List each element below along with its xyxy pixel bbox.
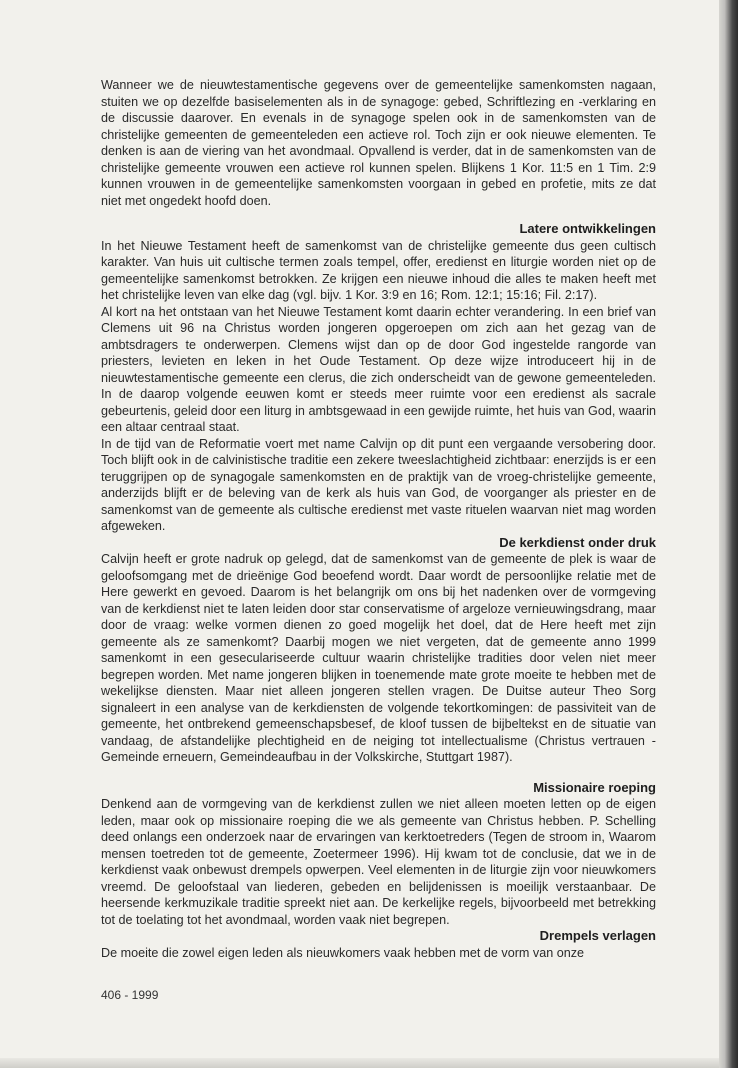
section-heading: Latere ontwikkelingen xyxy=(519,221,656,236)
body-paragraph: Calvijn heeft er grote nadruk op gelegd, dat de samenkomst van de gemeente de plek is waar de geloofsomgang met de drieënige God beoefend wordt. Daar wordt de persoonlijke relatie met de Here gewerkt en gevoed. Daarom is het belangrijk om ons bij het nadenken over de vormgeving van de kerkdienst niet te laten leiden door star conservatisme of argeloze vernieuwingsdrang, maar door de vraag: welke vormen dienen zo goed mogelijk het doel, dat de Here heeft met zijn gemeente als ze samenkomt? Daarbij mogen we niet vergeten, dat de gemeente anno 1999 samenkomt in een geseculariseerde cultuur waarin christelijke tradities door velen niet meer begrepen worden. Met name jongeren blijken in toenemende mate grote moeite te hebben met de wekelijkse diensten. Maar niet alleen jongeren stellen vragen. De Duitse auteur Theo Sorg signaleert in een analyse van de kerkdiensten de volgende tekortkomingen: de passiviteit van de gemeente, het ontbrekend gemeenschapsbesef, de kloof tussen de bijbeltekst en de situatie van vandaag, de afstandelijke plechtigheid en de neiging tot intellectualisme (Christus vertrauen - Gemeinde erneuern, Gemeindeaufbau in der Volkskirche, Stuttgart 1987). xyxy=(101,552,656,764)
body-paragraph: In het Nieuwe Testament heeft de samenkomst van de christelijke gemeente dus geen cultisch karakter. Van huis uit cultische termen zoals tempel, offer, eredienst en liturgie worden niet op de gemeentelijke samenkomst betrokken. Ze krijgen een nieuwe inhoud die alles te maken heeft met het christelijke leven van elke dag (vgl. bijv. 1 Kor. 3:9 en 16; Rom. 12:1; 15:16; Fil. 2:17). xyxy=(101,238,656,302)
body-paragraph: In de tijd van de Reformatie voert met name Calvijn op dit punt een vergaande versobering door. Toch blijft ook in de calvinistische traditie een zekere tweeslachtigheid zichtbaar: enerzijds is er een teruggrijpen op de synagogale samenkomsten en de praktijk van de vroeg-christelijke gemeente, anderzijds blijft er de beleving van de kerk als huis van God, de voorganger als priester en de samenkomst van de gemeente als cultische eredienst met vaste rituelen waarvan niet mag worden afgeweken. xyxy=(101,436,656,533)
intro-paragraph: Wanneer we de nieuwtestamentische gegevens over de gemeentelijke samenkomsten nagaan, stuiten we op dezelfde basiselementen als in de synagoge: gebed, Schriftlezing en -verklaring en de discussie daarover. En evenals in de synagoge spelen ook in de samenkomsten van de christelijke gemeenten de gemeenteleden een actieve rol. Toch zijn er ook nieuwe elementen. Te denken is aan de viering van het avondmaal. Opvallend is verder, dat in de samenkomsten van de christelijke gemeente vrouwen een actieve rol kunnen spelen. Blijkens 1 Kor. 11:5 en 1 Tim. 2:9 kunnen vrouwen in de gemeentelijke samenkomsten voorgaan in gebed en profetie, mits ze dat niet met ongedekt hoofd doen. xyxy=(101,78,656,208)
article-body xyxy=(101,77,656,961)
section-heading: Drempels verlagen xyxy=(539,928,656,943)
section-heading: De kerkdienst onder druk xyxy=(499,534,656,550)
body-paragraph: Denkend aan de vormgeving van de kerkdienst zullen we niet alleen moeten letten op de eigen leden, maar ook op missionaire roeping die we als gemeente van Christus hebben. P. Schelling deed onlangs een onderzoek naar de ervaringen van kerktoetreders (Tegen de stroom in, Waarom mensen toetreden tot de gemeente, Zoetermeer 1996). Hij kwam tot de conclusie, dat we in de kerkdienst vaak onbewust drempels opwerpen. Veel elementen in de liturgie zijn voor nieuwkomers vreemd. De geloofstaal van liederen, gebeden en belijdenissen is moeilijk verstaanbaar. De heersende kerkmuzikale traditie spreekt niet aan. De kerkelijke regels, bijvoorbeeld met betrekking tot de toelating tot het avondmaal, worden vaak niet begrepen. xyxy=(101,797,656,927)
page-number: 406 - 1999 xyxy=(101,988,159,1002)
page-bottom-shadow xyxy=(0,1058,719,1068)
body-paragraph: De moeite die zowel eigen leden als nieuwkomers vaak hebben met de vorm van onze xyxy=(101,945,585,960)
body-paragraph: Al kort na het ontstaan van het Nieuwe Testament komt daarin echter verandering. In een brief van Clemens uit 96 na Christus worden jongeren opgeroepen om zich aan het gezag van de ambtsdragers te onderwerpen. Clemens wijst dan op de door God ingestelde rangorde van priesters, levieten en leken in het Oude Testament. Op deze wijze introduceert hij in de nieuwtestamentische gemeente een clerus, die zich onderscheidt van de gewone gemeenteleden. In de daarop volgende eeuwen komt er steeds meer ruimte voor een eredienst als sacrale gebeurtenis, geleid door een liturg in ambtsgewaad in een gewijde ruimte, het huis van God, waarin een altaar centraal staat. xyxy=(101,304,656,434)
scanned-page-edge xyxy=(719,0,738,1068)
section-heading: Missionaire roeping xyxy=(533,779,656,795)
